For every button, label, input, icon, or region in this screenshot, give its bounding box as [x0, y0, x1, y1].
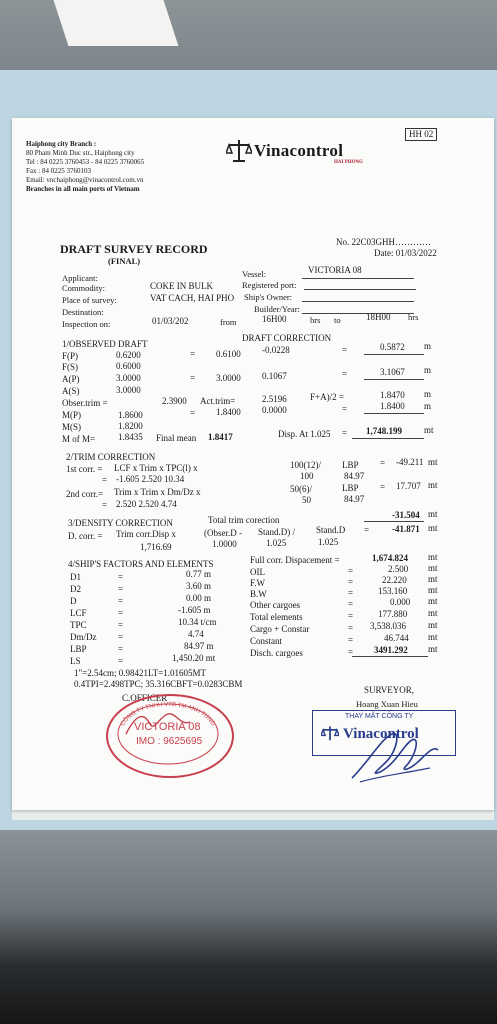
f-final: 0.5872 — [380, 342, 405, 352]
f-unit: m — [424, 341, 432, 351]
from-value: 16H00 — [262, 314, 287, 324]
fs-value: 0.6000 — [116, 361, 141, 371]
element-unit: mt — [428, 620, 438, 630]
form-code: HH 02 — [405, 128, 437, 141]
element-value: 3491.292 — [374, 645, 408, 655]
density-disp-value: 1,716.69 — [140, 542, 172, 552]
officer-signature — [120, 704, 200, 744]
second-corr-eq-2: = — [102, 500, 108, 510]
element-unit: mt — [428, 563, 438, 573]
logo-sub: HAI PHONG — [334, 160, 364, 165]
factor-label: LS — [70, 656, 81, 666]
element-eq: = — [348, 611, 354, 621]
density-value: -41.871 — [392, 524, 420, 534]
owner-label: Ship's Owner: — [244, 292, 293, 302]
f-mean: 0.6100 — [216, 349, 241, 359]
factor-eq: = — [118, 620, 124, 630]
fa2-value: 1.8470 — [380, 390, 405, 400]
element-unit: mt — [428, 574, 438, 584]
ap-label: A(P) — [62, 374, 80, 384]
first-corr-values: -1.605 2.520 10.34 — [116, 474, 185, 484]
logo-text: Vinacontrol — [254, 141, 344, 160]
f-final-underline — [364, 354, 424, 355]
element-label: Constant — [250, 636, 283, 646]
place-value: VAT CACH, HAI PHO — [150, 293, 235, 303]
background-paper-corner — [52, 0, 179, 46]
first-corr-frac: 100(12)/ — [290, 460, 321, 470]
factor-label: LBP — [70, 644, 87, 654]
first-corr-lbp: LBP — [342, 460, 359, 470]
second-corr-lbp: LBP — [342, 483, 359, 493]
factor-eq: = — [118, 584, 124, 594]
branch-fax: Fax : 84 0225 3760103 — [26, 167, 91, 175]
element-value: 3,538.036 — [370, 621, 406, 631]
factor-value: -1.605 m — [178, 605, 211, 615]
second-corr-label: 2nd corr.= — [66, 489, 104, 499]
f-eq: = — [190, 349, 196, 359]
element-unit: mt — [428, 644, 438, 654]
f-eq-2: = — [342, 345, 348, 355]
factor-eq: = — [118, 644, 124, 654]
element-eq: = — [348, 635, 354, 645]
second-corr-expr: Trim x Trim x Dm/Dz x — [114, 487, 201, 497]
a-unit: m — [424, 365, 432, 375]
act-trim-value: 2.5196 — [262, 394, 287, 404]
f-corr: -0.0228 — [262, 345, 290, 355]
density-corr-label: D. corr. = — [68, 531, 103, 541]
a-final: 3.1067 — [380, 367, 405, 377]
factors-title: 4/SHIP'S FACTORS AND ELEMENTS — [68, 559, 214, 569]
density-expr: Trim corr.Disp x — [116, 529, 176, 539]
scale-icon — [226, 138, 252, 164]
factor-value: 3.60 m — [186, 581, 212, 591]
element-value: 2.500 — [388, 564, 409, 574]
m-final-underline — [364, 413, 424, 414]
factor-eq: = — [118, 608, 124, 618]
destination-label: Destination: — [62, 307, 104, 317]
inspection-date: 01/03/202 — [152, 316, 189, 326]
company-stamp-logo: Vinacontrol — [343, 726, 419, 742]
element-unit: mt — [428, 596, 438, 606]
element-unit: mt — [428, 585, 438, 595]
vessel-value: VICTORIA 08 — [308, 265, 362, 275]
element-eq: = — [348, 566, 354, 576]
a-corr: 0.1067 — [262, 371, 287, 381]
first-corr-unit: mt — [428, 457, 438, 467]
mp-label: M(P) — [62, 410, 82, 420]
mp-value: 1.8600 — [118, 410, 143, 420]
company-stamp-title: THAY MẶT CÔNG TY — [345, 713, 414, 720]
c-officer-label: C.OFFICER — [122, 693, 168, 703]
conversion-note-2: 0.4TPI=2.498TPC; 35.316CBFT=0.0283CBM — [74, 679, 243, 689]
element-label: Disch. cargoes — [250, 648, 303, 658]
total-trim-unit: mt — [428, 509, 438, 519]
element-value: 46.744 — [384, 633, 409, 643]
record-date: Date: 01/03/2022 — [374, 248, 437, 258]
density-stand-value: 1.025 — [266, 538, 287, 548]
stamp-imo: IMO : 9625695 — [136, 736, 203, 747]
fp-label: F(P) — [62, 351, 79, 361]
from-label: from — [220, 317, 237, 327]
place-label: Place of survey: — [62, 295, 117, 305]
fa2-unit: m — [424, 389, 432, 399]
a-eq-2: = — [342, 369, 348, 379]
stamp-ring-label: CÔNG TY TNHH VTB TM ANH TÙNG — [120, 701, 216, 728]
element-unit: mt — [428, 608, 438, 618]
branch-address: 80 Pham Minh Duc str., Haiphong city — [26, 149, 135, 157]
factor-label: D2 — [70, 584, 81, 594]
branch-tel: Tel : 84 0225 3760453 - 84 0225 3760065 — [26, 158, 145, 166]
element-label: Other cargoes — [250, 600, 301, 610]
second-corr-eq: = — [380, 482, 386, 492]
record-subtitle: (FINAL) — [108, 256, 141, 266]
total-trim-value: -31.504 — [392, 510, 420, 520]
a-mean: 3.0000 — [216, 373, 241, 383]
first-corr-expr: LCF x Trim x TPC(l) x — [114, 463, 198, 473]
second-corr-frac: 50(6)/ — [290, 484, 312, 494]
branch-email: Email: vnchaiphong@vinacontrol.com.vn — [26, 176, 144, 184]
element-value: 153.160 — [378, 586, 408, 596]
builder-label: Builder/Year: — [254, 304, 300, 314]
factor-eq: = — [118, 596, 124, 606]
final-mean-label: Final mean — [156, 433, 197, 443]
ms-value: 1.8200 — [118, 421, 143, 431]
m-unit: m — [424, 401, 432, 411]
m-final: 1.8400 — [380, 401, 405, 411]
ms-label: M(S) — [62, 422, 82, 432]
fa2-label: F+A)/2 = — [310, 392, 344, 402]
total-trim-label: Total trim corection — [208, 515, 280, 525]
density-title: 3/DENSITY CORRECTION — [68, 518, 173, 528]
survey-document — [12, 118, 494, 810]
registered-port-label: Registered port: — [242, 280, 297, 290]
observed-title: 1/OBSERVED DRAFT — [62, 339, 148, 349]
a-eq: = — [190, 373, 196, 383]
element-eq: = — [348, 599, 354, 609]
fp-value: 0.6200 — [116, 350, 141, 360]
density-obser-value: 1.0000 — [212, 539, 237, 549]
act-trim-label: Act.trim= — [200, 396, 236, 406]
first-corr-eq-2: = — [102, 475, 108, 485]
second-corr-unit: mt — [428, 480, 438, 490]
second-corr-50: 50 — [302, 495, 311, 505]
factor-label: LCF — [70, 608, 87, 618]
first-corr-lbp-value: 84.97 — [344, 471, 365, 481]
mom-value: 1.8435 — [118, 432, 143, 442]
scale-icon — [321, 725, 339, 743]
hrs-label-1: hrs — [310, 315, 321, 325]
factor-value: 0.77 m — [186, 569, 212, 579]
disp-underline — [352, 438, 424, 439]
density-stand2-value: 1.025 — [318, 537, 339, 547]
vessel-underline — [302, 278, 414, 279]
density-stand-2: Stand.D — [316, 525, 346, 535]
factor-eq: = — [118, 632, 124, 642]
commodity-value: COKE IN BULK — [150, 281, 213, 291]
element-unit: mt — [428, 632, 438, 642]
mom-label: M of M= — [62, 434, 96, 444]
factor-label: Dm/Dz — [70, 632, 97, 642]
second-corr-lbp-value: 84.97 — [344, 494, 365, 504]
factor-value: 1,450.20 mt — [172, 653, 216, 663]
record-title: DRAFT SURVEY RECORD — [60, 242, 208, 256]
factor-value: 10.34 t/cm — [178, 617, 217, 627]
disp-value: 1,748.199 — [366, 426, 402, 436]
element-value: 177.880 — [378, 609, 408, 619]
obser-trim-value: 2.3900 — [162, 396, 187, 406]
element-label: B.W — [250, 589, 267, 599]
density-unit: mt — [428, 523, 438, 533]
elements-underline — [352, 656, 428, 657]
element-eq: = — [348, 577, 354, 587]
surveyor-signature — [340, 720, 450, 790]
first-corr-label: 1st corr. = — [66, 464, 103, 474]
disp-label: Disp. At 1.025 — [278, 429, 331, 439]
to-label: to — [334, 315, 341, 325]
second-corr-values: 2.520 2.520 4.74 — [116, 499, 177, 509]
branches-note: Branches in all main ports of Vietnam — [26, 185, 140, 193]
factor-eq: = — [118, 656, 124, 666]
m-eq-2: = — [342, 404, 348, 414]
first-corr-value: -49.211 — [396, 457, 424, 467]
inspection-label: Inspection on: — [62, 319, 111, 329]
as-value: 3.0000 — [116, 385, 141, 395]
hrs-label-2: hrs — [408, 312, 419, 322]
ap-value: 3.0000 — [116, 373, 141, 383]
surveyor-name: Hoang Xuan Hieu — [356, 699, 418, 709]
factor-label: D — [70, 596, 77, 606]
owner-underline — [302, 301, 414, 302]
element-value: 1,674.824 — [372, 553, 408, 563]
to-value: 18H00 — [366, 312, 391, 322]
m-eq: = — [190, 408, 196, 418]
disp-eq: = — [342, 428, 348, 438]
density-eq: = — [364, 525, 370, 535]
factor-value: 84.97 m — [184, 641, 214, 651]
second-corr-value: 17.707 — [396, 481, 421, 491]
obser-trim-label: Obser.trim = — [62, 398, 108, 408]
element-label: OIL — [250, 567, 265, 577]
branch-title: Haiphong city Branch : — [26, 140, 97, 148]
factor-label: TPC — [70, 620, 87, 630]
background-bottom — [0, 830, 497, 1024]
builder-underline — [302, 313, 414, 314]
factor-value: 4.74 — [188, 629, 204, 639]
trim-title: 2/TRIM CORRECTION — [66, 452, 156, 462]
element-eq: = — [348, 588, 354, 598]
correction-title: DRAFT CORRECTION — [242, 333, 332, 343]
factor-eq: = — [118, 572, 124, 582]
element-value: 0.000 — [390, 597, 411, 607]
registered-underline — [304, 289, 416, 290]
vessel-label: Vessel: — [242, 269, 267, 279]
factor-value: 0.00 m — [186, 593, 212, 603]
as-label: A(S) — [62, 386, 80, 396]
final-mean-value: 1.8417 — [208, 432, 233, 442]
total-trim-underline — [364, 521, 424, 522]
element-label: Total elements — [250, 612, 303, 622]
element-value: 22.220 — [382, 575, 407, 585]
disp-unit: mt — [424, 425, 434, 435]
element-label: F.W — [250, 578, 266, 588]
element-label: Cargo + Constar — [250, 624, 310, 634]
first-corr-eq: = — [380, 458, 386, 468]
density-obser: (Obser.D - — [204, 528, 242, 538]
first-corr-100: 100 — [300, 471, 314, 481]
stamp-vessel-name: VICTORIA 08 — [134, 721, 201, 733]
element-eq: = — [348, 647, 354, 657]
fs-label: F(S) — [62, 362, 79, 372]
applicant-label: Applicant: — [62, 273, 98, 283]
a-final-underline — [364, 379, 424, 380]
commodity-label: Commodity: — [62, 283, 105, 293]
m-mean: 1.8400 — [216, 407, 241, 417]
record-number: No. 22C03GHH………… — [336, 237, 432, 247]
conversion-note-1: 1"=2.54cm; 0.98421LT=1.01605MT — [74, 668, 206, 678]
density-stand: Stand.D) / — [258, 527, 295, 537]
element-eq: = — [348, 623, 354, 633]
factor-label: D1 — [70, 572, 81, 582]
element-unit: mt — [428, 552, 438, 562]
surveyor-label: SURVEYOR, — [364, 685, 415, 695]
m-corr: 0.0000 — [262, 405, 287, 415]
element-label: Full corr. Dispacement = — [250, 555, 340, 565]
